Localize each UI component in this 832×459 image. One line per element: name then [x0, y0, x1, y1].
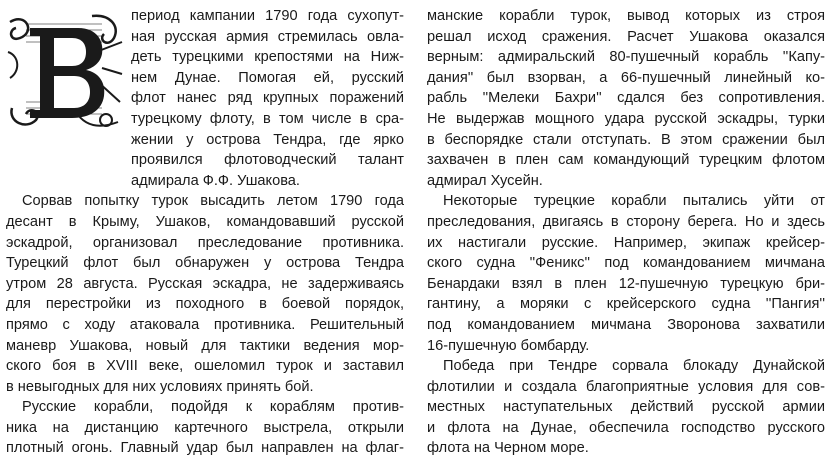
text-line: турецкому флоту, в том числе в сра-: [131, 110, 404, 127]
text-line: Сорвав попытку турок высадить летом 1790 года: [22, 193, 404, 210]
text-line: для перестройки из походного в боевой порядок,: [6, 296, 404, 313]
text-line: плотный огонь. Главный удар был направлен на флаг-: [6, 440, 404, 457]
text-line: манские корабли турок, вывод которых из строя: [427, 8, 825, 24]
text-line: деть турецкими крепостями на Ниж-: [131, 49, 404, 66]
text-line: флота на Черном море.: [427, 440, 589, 457]
text-line: Русские корабли, подойдя к кораблям против-: [22, 399, 404, 416]
text-line: Не выдержав мощного удара русской эскадры, турки: [427, 110, 825, 127]
paragraph-4: [427, 6, 825, 191]
text-line: десант в Крыму, Ушаков, командовавший русской: [6, 213, 404, 230]
text-line: Турецкий флот был обнаружен у острова Тендра: [6, 255, 404, 272]
left-column: [6, 6, 404, 459]
text-line: Некоторые турецкие корабли пытались уйти от: [443, 193, 825, 210]
text-line: гантину, а моряки с крейсерского судна ''Пангия'': [427, 296, 825, 313]
paragraph-3: [6, 397, 404, 459]
text-line: эскадрой, организовал преследование противника.: [6, 234, 404, 251]
text-line: под командованием мичмана Зворонова захватили: [427, 316, 825, 333]
text-line: период кампании 1790 года сухопут-: [131, 8, 404, 24]
text-line: нем Дунае. Помогая ей, русский: [131, 69, 404, 86]
text-line: верным: адмиральский 80-пушечный корабль ''Капу-: [427, 49, 825, 66]
text-line: флотилии и создала благоприятные условия для сов-: [427, 378, 825, 395]
text-line: утром 28 августа. Русская эскадра, не задерживаясь: [6, 275, 404, 292]
text-line: преследования, двигаясь в сторону берега. Но и здесь: [427, 213, 825, 230]
paragraph-1: [131, 6, 404, 191]
text-line: их настигали русские. Например, экипаж крейсер-: [427, 234, 825, 251]
text-line: ского судна ''Феникс'' под командованием мичмана: [427, 255, 825, 272]
text-line: решал исход сражения. Расчет Ушакова оказался: [427, 28, 825, 45]
text-line: захвачен в плен сам командующий турецким флотом: [427, 152, 825, 169]
text-line: флот нанес ряд крупных поражений: [131, 90, 404, 107]
text-line: жении у острова Тендра, где ярко: [131, 131, 404, 148]
text-line: адмирала Ф.Ф. Ушакова.: [131, 172, 300, 189]
text-line: ная русская армия стремилась овла-: [131, 28, 404, 45]
text-line: прямо с ходу атаковала противника. Решительный: [6, 316, 404, 333]
paragraph-6: [427, 356, 825, 459]
paragraph-5: [427, 191, 825, 356]
text-line: в невыгодных для них условиях принять бой.: [6, 378, 314, 395]
text-line: в беспорядке стали отступать. В этом сражении был: [427, 131, 825, 148]
text-line: Бенардаки взял в плен 12-пушечную турецкую бри-: [427, 275, 825, 292]
text-line: местных наступательных действий русской армии: [427, 399, 825, 416]
paragraph-2: [6, 191, 404, 397]
text-line: проявился флотоводческий талант: [131, 152, 404, 169]
text-line: маневр Ушакова, новый для тактики ведения мор-: [6, 337, 404, 354]
text-line: 16-пушечную бомбарду.: [427, 337, 590, 354]
text-line: рабль ''Мелеки Бахри'' сдался без сопротивления.: [427, 90, 825, 107]
right-column: [427, 6, 825, 459]
text-line: Победа при Тендре сорвала блокаду Дунайской: [443, 358, 825, 375]
text-line: ника на дистанцию картечного выстрела, открыли: [6, 419, 404, 436]
text-line: адмирал Хусейн.: [427, 172, 543, 189]
text-line: и флота на Дунае, обеспечила господство русского: [427, 419, 825, 436]
text-line: дания'' был взорван, а 66-пушечный линейный ко-: [427, 69, 825, 86]
text-line: ского боя в XVIII веке, ошеломил турок и заставил: [6, 358, 404, 375]
